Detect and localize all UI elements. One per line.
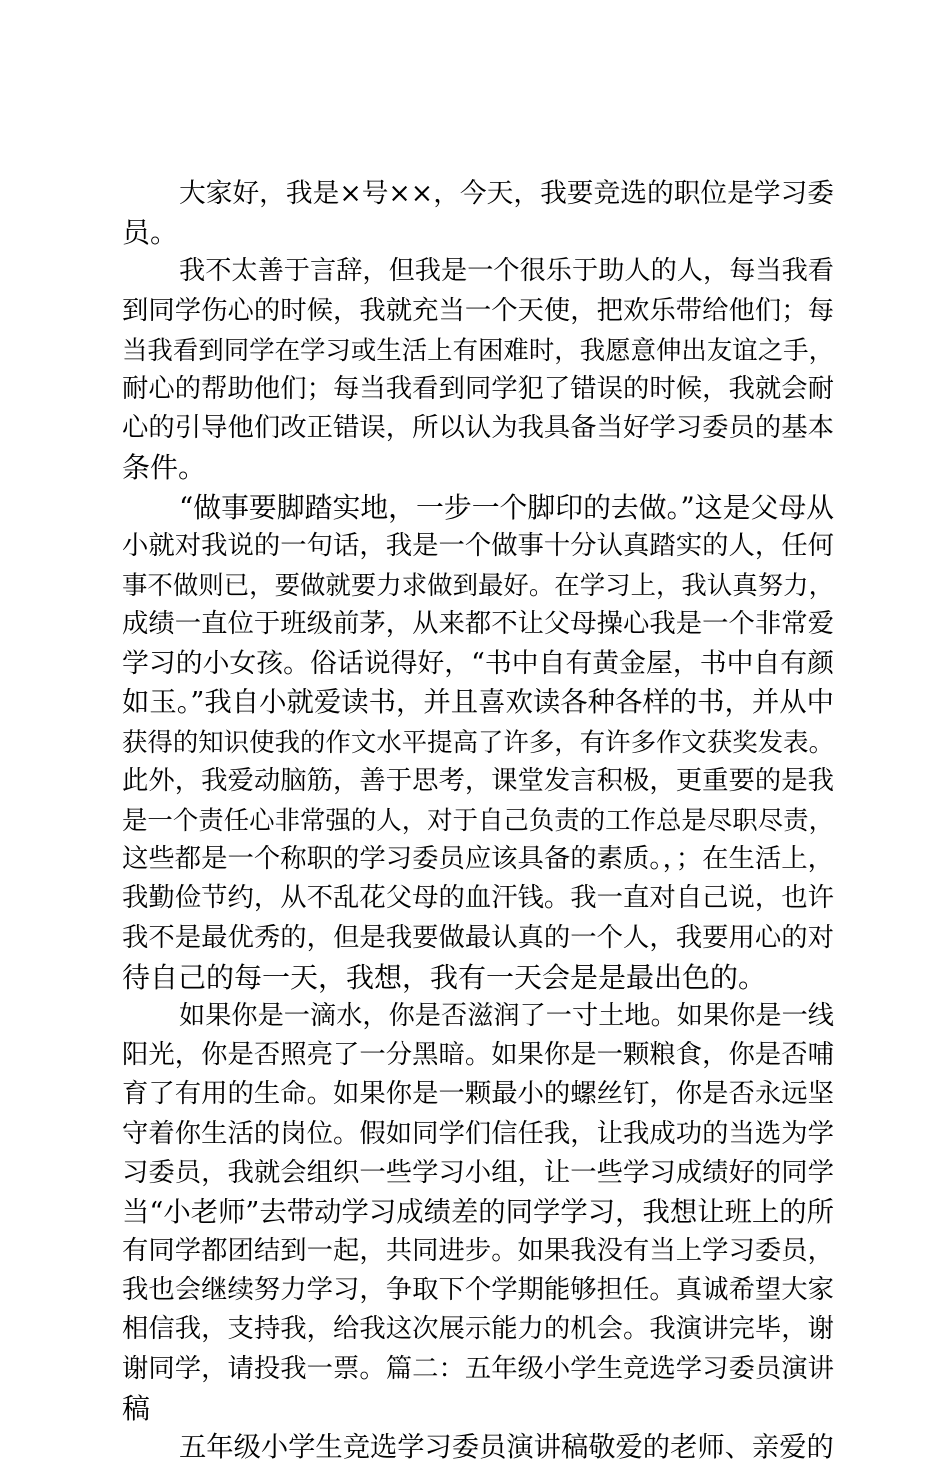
text-line: 此外，我爱动脑筋，善于思考，课堂发言积极，更重要的是我 <box>122 765 834 796</box>
text-line: 谢同学，请投我一票。篇二：五年级小学生竞选学习委员演讲 <box>122 1353 834 1384</box>
text-line: 事不做则已，要做就要力求做到最好。在学习上，我认真努力， <box>122 569 834 600</box>
text-line: 我不是最优秀的，但是我要做最认真的一个人，我要用心的对 <box>122 922 834 953</box>
text-line: 是一个责任心非常强的人，对于自己负责的工作总是尽职尽责， <box>122 805 834 835</box>
text-line: 我不太善于言辞，但我是一个很乐于助人的人，每当我看 <box>179 256 834 287</box>
text-line: 阳光，你是否照亮了一分黑暗。如果你是一颗粮食，你是否哺 <box>122 1040 834 1071</box>
text-line: 我也会继续努力学习，争取下个学期能够担任。真诚希望大家 <box>122 1275 834 1306</box>
text-line: 育了有用的生命。如果你是一颗最小的螺丝钉，你是否永远坚 <box>122 1079 834 1110</box>
text-line: 守着你生活的岗位。假如同学们信任我，让我成功的当选为学 <box>122 1118 834 1149</box>
text-line: 成绩一直位于班级前茅，从来都不让父母操心我是一个非常爱 <box>122 609 834 640</box>
text-line: 条件。 <box>122 451 207 485</box>
speech-text <box>122 174 834 1467</box>
text-line: 到同学伤心的时候，我就充当一个天使，把欢乐带给他们；每 <box>122 295 834 326</box>
text-line: 学习的小女孩。俗话说得好，“书中自有黄金屋，书中自有颜 <box>122 648 834 680</box>
text-line: 当我看到同学在学习或生活上有困难时，我愿意伸出友谊之手， <box>122 334 834 365</box>
text-line: 当“小老师”去带动学习成绩差的同学学习，我想让班上的所 <box>122 1196 834 1228</box>
text-line: 心的引导他们改正错误，所以认为我具备当好学习委员的基本 <box>122 413 834 444</box>
text-line: 稿 <box>122 1391 151 1425</box>
text-line: 相信我，支持我，给我这次展示能力的机会。我演讲完毕，谢 <box>122 1314 834 1345</box>
text-line: 五年级小学生竞选学习委员演讲稿敬爱的老师、亲爱的 <box>179 1432 834 1463</box>
text-line: 待自己的每一天，我想，我有一天会是是最出色的。 <box>122 960 767 994</box>
text-line: 习委员，我就会组织一些学习小组，让一些学习成绩好的同学 <box>122 1157 834 1188</box>
text-line: 获得的知识使我的作文水平提高了许多，有许多作文获奖发表。 <box>122 726 834 757</box>
text-line: 这些都是一个称职的学习委员应该具备的素质。，；在生活上， <box>122 844 834 875</box>
text-line: 耐心的帮助他们；每当我看到同学犯了错误的时候，我就会耐 <box>122 373 834 404</box>
text-line: 如果你是一滴水，你是否滋润了一寸土地。如果你是一线 <box>179 1000 834 1031</box>
text-line: 我勤俭节约，从不乱花父母的血汗钱。我一直对自己说，也许 <box>122 883 834 914</box>
text-line: “做事要脚踏实地，一步一个脚印的去做。”这是父母从 <box>179 490 834 524</box>
text-line: 大家好，我是×号××，今天，我要竞选的职位是学习委 <box>179 178 834 209</box>
text-line: 小就对我说的一句话，我是一个做事十分认真踏实的人，任何 <box>122 530 834 561</box>
text-line: 员。 <box>122 216 179 250</box>
text-line: 如玉。”我自小就爱读书，并且喜欢读各种各样的书，并从中 <box>122 687 834 719</box>
text-line: 有同学都团结到一起，共同进步。如果我没有当上学习委员， <box>122 1236 834 1267</box>
